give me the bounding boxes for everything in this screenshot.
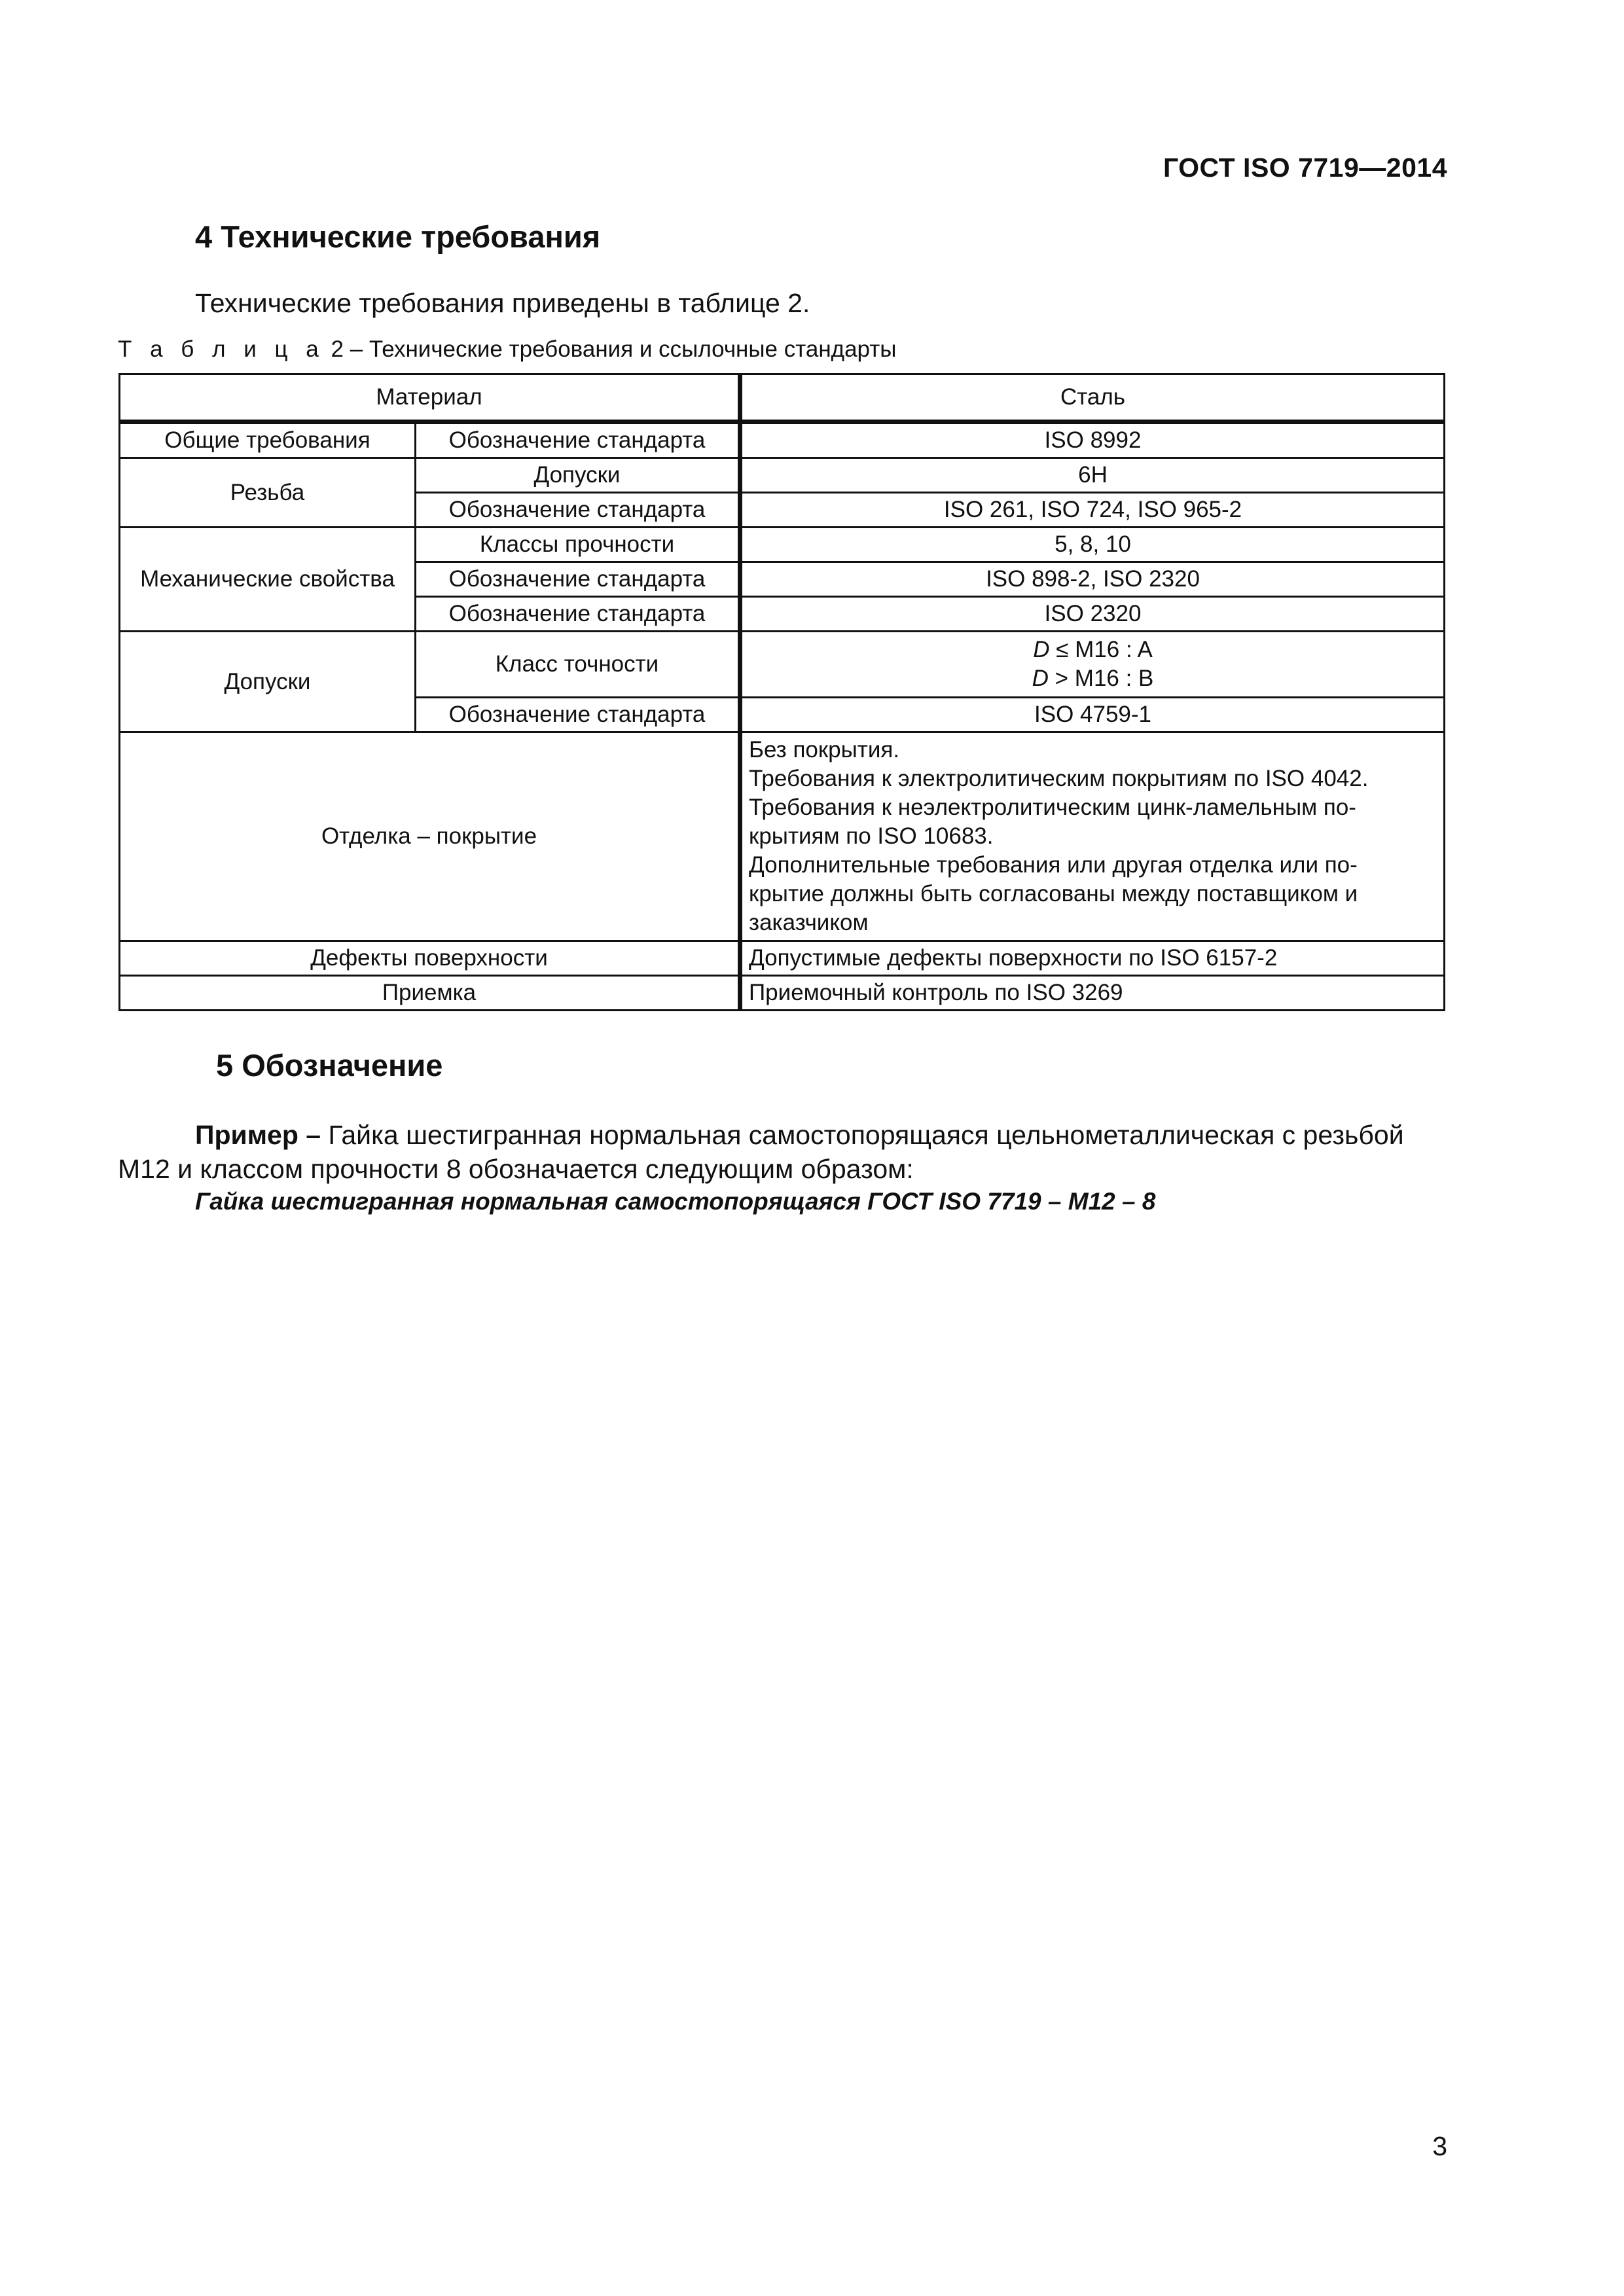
group-tolerances: Допуски	[120, 632, 416, 732]
designation-example: Гайка шестигранная нормальная самостопорящаяся ГОСТ ISO 7719 – M12 – 8	[195, 1188, 1156, 1215]
diameter-var: D	[1033, 637, 1050, 662]
header-steel: Сталь	[740, 374, 1445, 422]
row-label: Обозначение стандарта	[416, 698, 740, 732]
table-row	[120, 632, 1445, 698]
group-mechanical: Механические свойства	[120, 528, 416, 632]
row-value: ISO 898-2, ISO 2320	[740, 562, 1445, 597]
row-value: ISO 2320	[740, 597, 1445, 632]
finish-line: заказчиком	[749, 910, 869, 935]
row-label: Класс точности	[416, 632, 740, 698]
header-material: Материал	[120, 374, 740, 422]
finish-line: Требования к электролитическим покрытиям по ISO 4042.	[749, 766, 1369, 791]
accuracy-line-2	[749, 664, 1437, 693]
section-4-title: 4 Технические требования	[195, 219, 601, 254]
accuracy-text: > M16 : B	[1048, 666, 1154, 691]
finish-label: Отделка – покрытие	[120, 732, 740, 941]
table-row	[120, 941, 1445, 976]
finish-line: Дополнительные требования или другая отделка или по-	[749, 852, 1358, 878]
row-label: Классы прочности	[416, 528, 740, 562]
row-value: ISO 4759-1	[740, 698, 1445, 732]
row-value-accuracy	[740, 632, 1445, 698]
row-label: Допуски	[416, 458, 740, 493]
acceptance-value: Приемочный контроль по ISO 3269	[740, 976, 1445, 1011]
group-general: Общие требования	[120, 422, 416, 458]
row-label: Обозначение стандарта	[416, 597, 740, 632]
table-caption-prefix: Т а б л и ц а	[118, 336, 325, 362]
table-row	[120, 732, 1445, 941]
standard-code: ГОСТ ISO 7719—2014	[1163, 152, 1447, 183]
finish-line: крытие должны быть согласованы между поставщиком и	[749, 881, 1358, 906]
acceptance-label: Приемка	[120, 976, 740, 1011]
example-paragraph	[118, 1118, 1447, 1186]
row-value: 5, 8, 10	[740, 528, 1445, 562]
table-header-row	[120, 374, 1445, 422]
defects-value: Допустимые дефекты поверхности по ISO 6157-2	[740, 941, 1445, 976]
row-value: 6H	[740, 458, 1445, 493]
table-row	[120, 458, 1445, 493]
page-number: 3	[1432, 2131, 1447, 2161]
table-row	[120, 422, 1445, 458]
table-caption	[118, 336, 896, 363]
section-4-intro: Технические требования приведены в таблице 2.	[195, 288, 810, 318]
example-label: Пример –	[195, 1120, 321, 1150]
table-caption-text: 2 – Технические требования и ссылочные стандарты	[324, 336, 897, 362]
requirements-table	[118, 373, 1445, 1011]
finish-value	[740, 732, 1445, 941]
row-label: Обозначение стандарта	[416, 493, 740, 528]
row-value: ISO 8992	[740, 422, 1445, 458]
defects-label: Дефекты поверхности	[120, 941, 740, 976]
table-row	[120, 528, 1445, 562]
row-value: ISO 261, ISO 724, ISO 965-2	[740, 493, 1445, 528]
finish-line: Требования к неэлектролитическим цинк-ламельным по-	[749, 795, 1356, 820]
finish-line: крытиям по ISO 10683.	[749, 823, 994, 849]
example-text: Гайка шестигранная нормальная самостопорящаяся цельнометаллическая с резьбой M12 и классом прочности 8 обозначается следующим образом:	[118, 1120, 1404, 1184]
group-thread: Резьба	[120, 458, 416, 528]
diameter-var: D	[1032, 666, 1049, 691]
section-5-title: 5 Обозначение	[216, 1048, 443, 1083]
accuracy-line-1	[749, 636, 1437, 664]
row-label: Обозначение стандарта	[416, 422, 740, 458]
row-label: Обозначение стандарта	[416, 562, 740, 597]
table-row	[120, 976, 1445, 1011]
accuracy-text: ≤ M16 : A	[1049, 637, 1153, 662]
finish-line: Без покрытия.	[749, 737, 900, 762]
